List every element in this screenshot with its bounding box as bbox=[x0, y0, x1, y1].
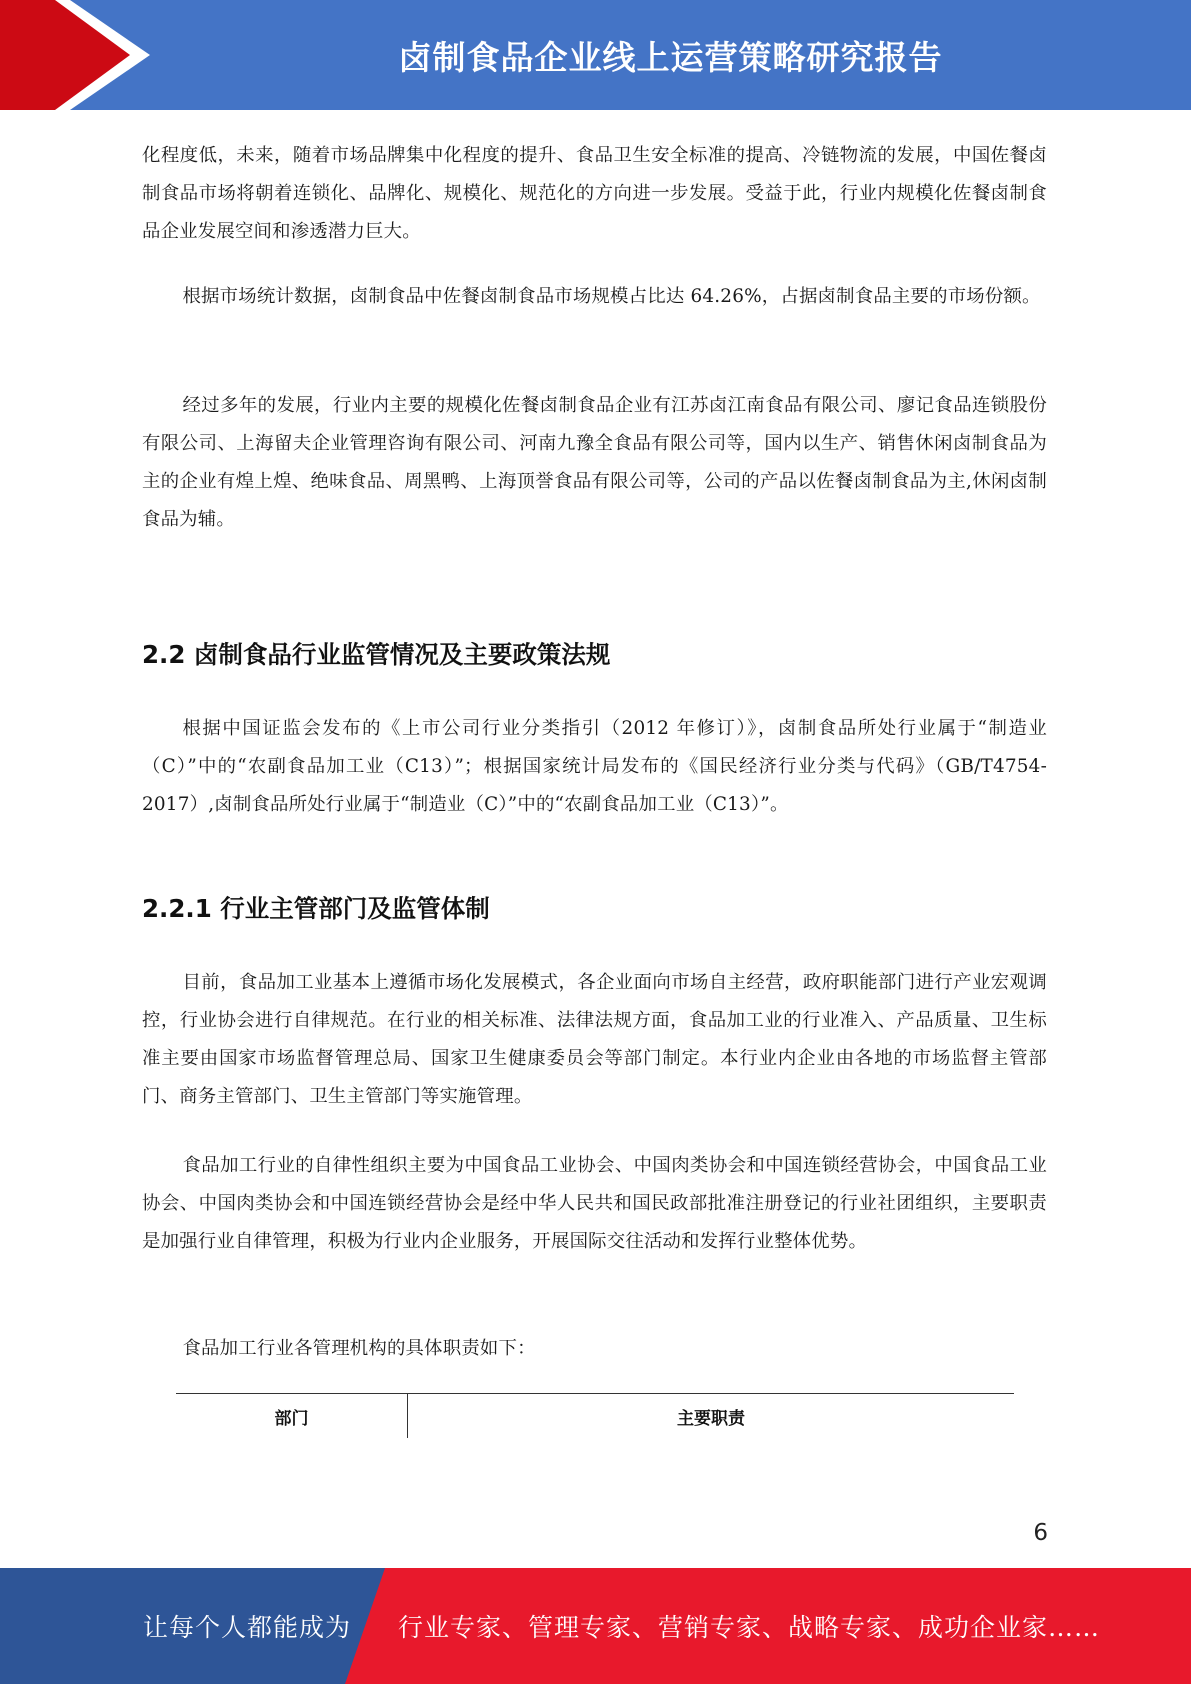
paragraph-major-companies: 经过多年的发展，行业内主要的规模化佐餐卤制食品企业有江苏卤江南食品有限公司、廖记食品连锁股份有限公司、上海留夫企业管理咨询有限公司、河南九豫全食品有限公司等，国内以生产、销售休闲卤制食品为主的企业有煌上煌、绝味食品、周黑鸭、上海顶誉食品有限公司等，公司的产品以佐餐卤制食品为主,休闲卤制食品为辅。 bbox=[142, 395, 1047, 530]
paragraph-market-share: 根据市场统计数据，卤制食品中佐餐卤制食品市场规模占比达 64.26%，占据卤制食品主要的市场份额。 bbox=[182, 286, 1041, 307]
paragraph-industry-classification: 根据中国证监会发布的《上市公司行业分类指引（2012 年修订）》，卤制食品所处行业属于“制造业（C）”中的“农副食品加工业（C13）”；根据国家统计局发布的《国民经济行业分类与代码》（GB/T4754-2017）,卤制食品所处行业属于“制造业（C）”中的“农副食品加工业（C13）”。 bbox=[142, 718, 1047, 815]
paragraph-table-intro: 食品加工行业各管理机构的具体职责如下： bbox=[182, 1338, 536, 1359]
header-chevron-icon bbox=[0, 0, 160, 110]
table-header-responsibility: 主要职责 bbox=[677, 1408, 745, 1429]
footer-slogan-left: 让每个人都能成为 bbox=[143, 1613, 352, 1642]
section-heading-2-2-1: 2.2.1 行业主管部门及监管体制 bbox=[142, 894, 490, 923]
paragraph-regulatory-system: 目前，食品加工业基本上遵循市场化发展模式，各企业面向市场自主经营，政府职能部门进行产业宏观调控，行业协会进行自律规范。在行业的相关标准、法律法规方面，食品加工业的行业准入、产品质量、卫生标准主要由国家市场监督管理总局、国家卫生健康委员会等部门制定。本行业内企业由各地的市场监督主管部门、商务主管部门、卫生主管部门等实施管理。 bbox=[142, 972, 1047, 1107]
paragraph-market-outlook: 化程度低，未来，随着市场品牌集中化程度的提升、食品卫生安全标准的提高、冷链物流的发展，中国佐餐卤制食品市场将朝着连锁化、品牌化、规模化、规范化的方向进一步发展。受益于此，行业内规模化佐餐卤制食品企业发展空间和渗透潜力巨大。 bbox=[142, 145, 1047, 242]
paragraph-self-regulatory-orgs: 食品加工行业的自律性组织主要为中国食品工业协会、中国肉类协会和中国连锁经营协会，中国食品工业协会、中国肉类协会和中国连锁经营协会是经中华人民共和国民政部批准注册登记的行业社团组织，主要职责是加强行业自律管理，积极为行业内企业服务，开展国际交往活动和发挥行业整体优势。 bbox=[142, 1155, 1047, 1252]
report-title: 卤制食品企业线上运营策略研究报告 bbox=[398, 37, 943, 77]
page-number: 6 bbox=[1033, 1520, 1048, 1546]
table-header-department: 部门 bbox=[176, 1394, 408, 1438]
section-heading-2-2: 2.2 卤制食品行业监管情况及主要政策法规 bbox=[142, 640, 611, 669]
footer-slogan-right: 行业专家、管理专家、营销专家、战略专家、成功企业家…… bbox=[398, 1613, 1101, 1642]
page-footer bbox=[0, 1568, 1191, 1684]
responsibility-table bbox=[176, 1393, 1014, 1438]
page-header bbox=[0, 0, 1191, 110]
